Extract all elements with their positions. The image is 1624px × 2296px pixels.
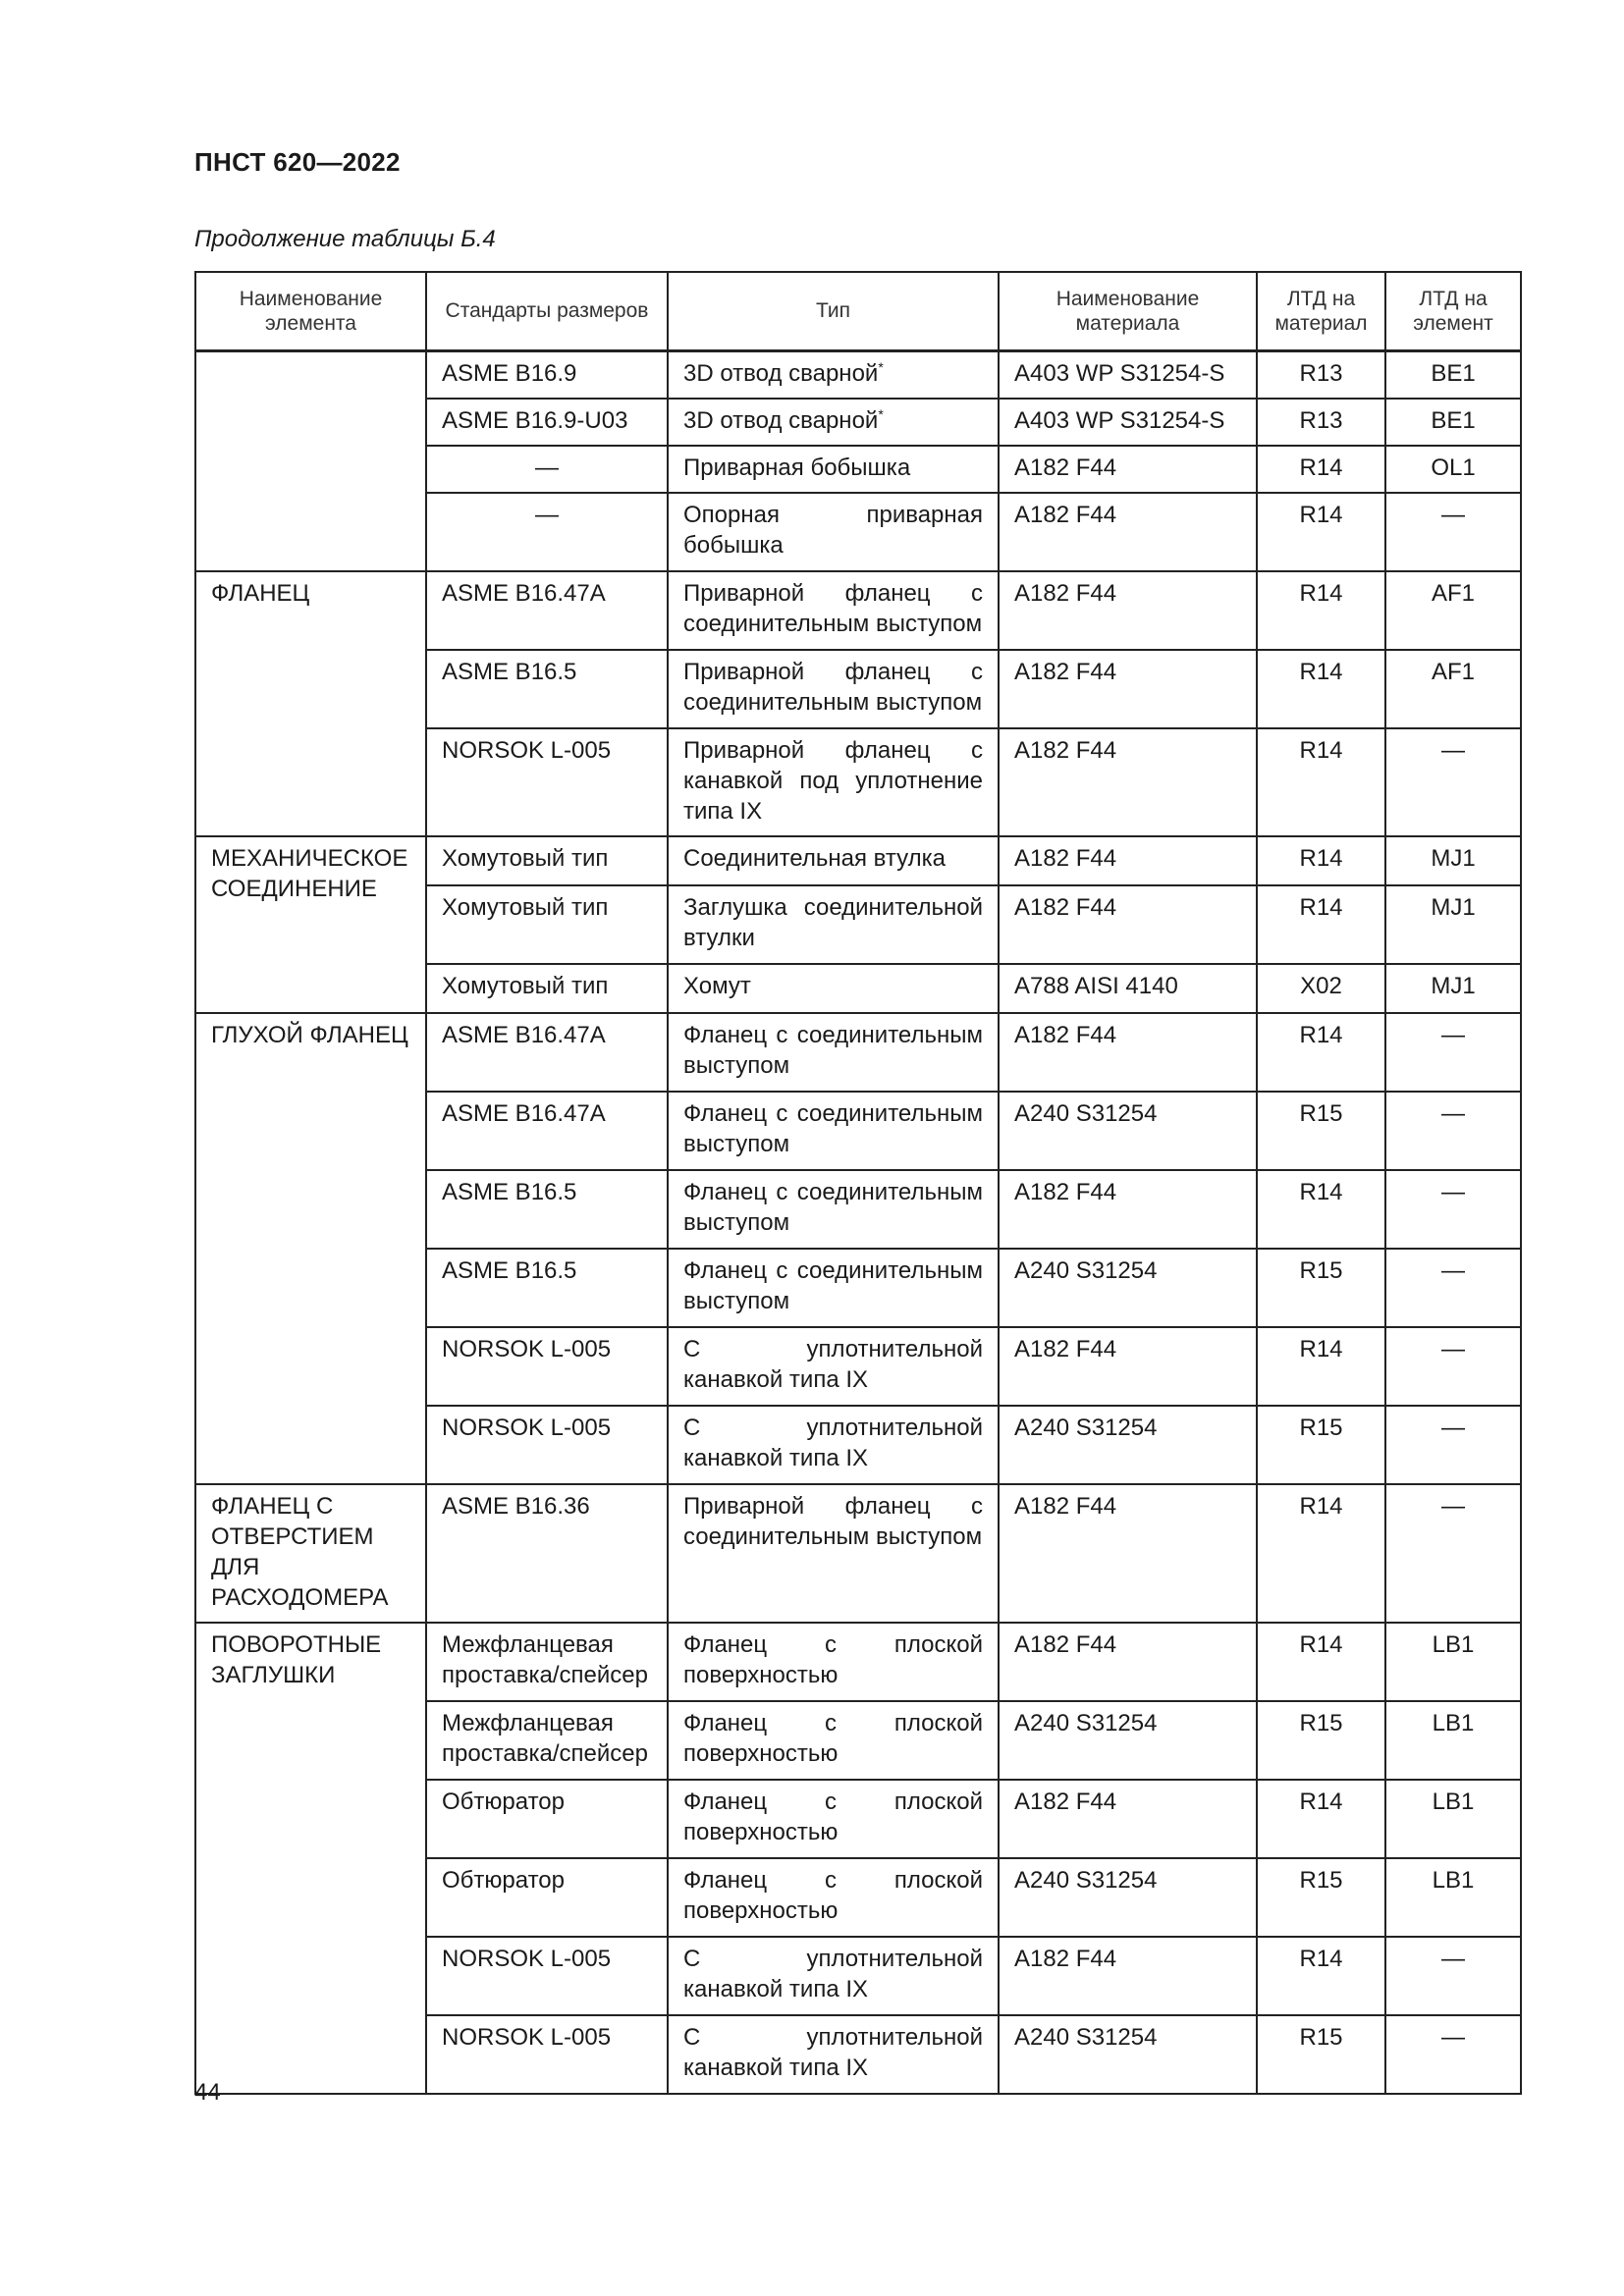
ltd-element-cell-text: MJ1	[1431, 844, 1476, 872]
material-cell	[999, 728, 1257, 836]
material-cell	[999, 964, 1257, 1013]
material-cell-text: A182 F44	[1014, 1492, 1117, 1520]
standard-cell	[426, 399, 668, 446]
ltd-material-cell-text: R15	[1299, 2023, 1343, 2051]
ltd-material-cell	[1257, 1937, 1385, 2015]
ltd-element-cell-text: BE1	[1431, 359, 1476, 387]
type-cell	[668, 1249, 999, 1327]
table-row	[195, 350, 1521, 399]
standard-cell-text: NORSOK L-005	[442, 1945, 612, 1972]
ltd-element-cell-text: LB1	[1432, 1866, 1475, 1894]
type-cell	[668, 1092, 999, 1170]
standard-cell-text: ASME B16.47A	[442, 1021, 606, 1048]
material-cell	[999, 1780, 1257, 1858]
specification-table	[194, 271, 1522, 2095]
standard-cell	[426, 1249, 668, 1327]
ltd-element-cell	[1385, 1484, 1521, 1623]
ltd-element-cell	[1385, 650, 1521, 728]
material-cell-text: A182 F44	[1014, 1945, 1117, 1972]
footnote-mark: *	[878, 358, 884, 375]
ltd-material-cell	[1257, 1170, 1385, 1249]
ltd-material-cell-text: R14	[1299, 736, 1343, 764]
ltd-element-cell-text: —	[1441, 501, 1465, 528]
ltd-material-cell-text: R14	[1299, 1788, 1343, 1815]
ltd-material-cell	[1257, 1858, 1385, 1937]
ltd-material-cell-text: R15	[1299, 1099, 1343, 1127]
ltd-material-cell	[1257, 1701, 1385, 1780]
material-cell-text: A182 F44	[1014, 501, 1117, 528]
ltd-element-cell	[1385, 1937, 1521, 2015]
standard-cell-text: Хомутовый тип	[442, 972, 609, 999]
standard-cell-text: NORSOK L-005	[442, 736, 612, 764]
ltd-material-cell	[1257, 350, 1385, 399]
material-cell-text: A182 F44	[1014, 658, 1117, 685]
col-header-standards: Стандарты размеров	[426, 272, 668, 350]
standard-cell	[426, 1937, 668, 2015]
type-cell-text: Опорная приварная бобышка	[683, 501, 983, 559]
ltd-material-cell	[1257, 2015, 1385, 2094]
material-cell	[999, 1092, 1257, 1170]
col-header-element: Наименование элемента	[195, 272, 426, 350]
material-cell-text: A182 F44	[1014, 1788, 1117, 1815]
ltd-material-cell-text: R13	[1299, 406, 1343, 434]
ltd-material-cell	[1257, 728, 1385, 836]
col-header-ltd-material: ЛТД на материал	[1257, 272, 1385, 350]
type-cell-text: Приварной фланец с соединительным выступом	[683, 658, 983, 716]
ltd-material-cell-text: R13	[1299, 359, 1343, 387]
ltd-element-cell	[1385, 446, 1521, 493]
type-cell-text: Фланец с плоской поверхностью	[683, 1788, 983, 1845]
type-cell-text: Заглушка соединительной втулки	[683, 893, 983, 951]
standard-cell	[426, 1780, 668, 1858]
element-name-cell: ПОВОРОТНЫЕ ЗАГЛУШКИ	[195, 1623, 426, 2094]
ltd-material-cell	[1257, 1406, 1385, 1484]
table-row	[195, 1484, 1521, 1623]
standard-cell-text: ASME B16.9-U03	[442, 406, 628, 434]
type-cell-text: Фланец с плоской поверхностью	[683, 1709, 983, 1767]
ltd-material-cell-text: R14	[1299, 893, 1343, 921]
material-cell-text: A240 S31254	[1014, 1709, 1158, 1736]
material-cell	[999, 1858, 1257, 1937]
standard-cell-text: ASME B16.36	[442, 1492, 590, 1520]
col-header-ltd-element: ЛТД на элемент	[1385, 272, 1521, 350]
ltd-material-cell-text: R15	[1299, 1414, 1343, 1441]
element-name-cell: ФЛАНЕЦ С ОТВЕРСТИЕМ ДЛЯ РАСХОДОМЕРА	[195, 1484, 426, 1623]
table-caption: Продолжение таблицы Б.4	[194, 226, 496, 252]
ltd-element-cell	[1385, 1327, 1521, 1406]
col-header-type: Тип	[668, 272, 999, 350]
ltd-element-cell	[1385, 1092, 1521, 1170]
ltd-material-cell	[1257, 446, 1385, 493]
type-cell	[668, 836, 999, 885]
ltd-element-cell	[1385, 728, 1521, 836]
table-row	[195, 1013, 1521, 1092]
standard-cell	[426, 728, 668, 836]
table-header-row	[195, 272, 1521, 350]
ltd-element-cell	[1385, 2015, 1521, 2094]
type-cell-text: Фланец с соединительным выступом	[683, 1178, 983, 1236]
type-cell	[668, 1013, 999, 1092]
material-cell	[999, 2015, 1257, 2094]
ltd-element-cell-text: MJ1	[1431, 972, 1476, 999]
ltd-material-cell	[1257, 836, 1385, 885]
material-cell	[999, 493, 1257, 571]
standard-cell-text: NORSOK L-005	[442, 1414, 612, 1441]
type-cell-text: Приварной фланец с соединительным выступом	[683, 1492, 983, 1550]
material-cell-text: A182 F44	[1014, 454, 1117, 481]
material-cell-text: A182 F44	[1014, 1630, 1117, 1658]
footnote-mark: *	[878, 405, 884, 422]
ltd-element-cell-text: OL1	[1431, 454, 1476, 481]
material-cell-text: A182 F44	[1014, 1178, 1117, 1205]
material-cell	[999, 885, 1257, 964]
type-cell-text: С уплотнительной канавкой типа IX	[683, 1335, 983, 1393]
material-cell	[999, 350, 1257, 399]
table-row	[195, 1623, 1521, 1701]
table-row	[195, 836, 1521, 885]
material-cell-text: A403 WP S31254-S	[1014, 406, 1225, 434]
material-cell-text: A788 AISI 4140	[1014, 972, 1178, 999]
standard-cell-text: ASME B16.5	[442, 658, 577, 685]
material-cell	[999, 1484, 1257, 1623]
type-cell	[668, 1484, 999, 1623]
standard-cell	[426, 1327, 668, 1406]
type-cell	[668, 2015, 999, 2094]
type-cell	[668, 446, 999, 493]
material-cell	[999, 399, 1257, 446]
ltd-material-cell-text: R14	[1299, 658, 1343, 685]
ltd-material-cell-text: R14	[1299, 1178, 1343, 1205]
standard-cell-text: Межфланцевая проставка/спейсер	[442, 1709, 648, 1767]
standard-cell-text: —	[535, 454, 559, 481]
ltd-element-cell-text: LB1	[1432, 1788, 1475, 1815]
type-cell-text: 3D отвод сварной	[683, 406, 879, 434]
ltd-material-cell	[1257, 650, 1385, 728]
standard-cell	[426, 493, 668, 571]
ltd-element-cell-text: AF1	[1431, 658, 1475, 685]
ltd-material-cell	[1257, 399, 1385, 446]
type-cell-text: Фланец с плоской поверхностью	[683, 1630, 983, 1688]
type-cell-text: С уплотнительной канавкой типа IX	[683, 1945, 983, 2002]
material-cell	[999, 1013, 1257, 1092]
ltd-element-cell	[1385, 885, 1521, 964]
standard-cell-text: NORSOK L-005	[442, 1335, 612, 1362]
type-cell-text: Приварная бобышка	[683, 454, 911, 481]
ltd-material-cell	[1257, 885, 1385, 964]
table-body	[195, 350, 1521, 2094]
material-cell-text: A240 S31254	[1014, 1256, 1158, 1284]
type-cell	[668, 1623, 999, 1701]
ltd-material-cell-text: R14	[1299, 1492, 1343, 1520]
ltd-material-cell-text: R14	[1299, 1945, 1343, 1972]
ltd-element-cell-text: —	[1441, 1335, 1465, 1362]
ltd-element-cell-text: —	[1441, 1099, 1465, 1127]
standard-cell	[426, 885, 668, 964]
ltd-material-cell	[1257, 1623, 1385, 1701]
ltd-element-cell-text: MJ1	[1431, 893, 1476, 921]
material-cell-text: A240 S31254	[1014, 1099, 1158, 1127]
standard-cell	[426, 571, 668, 650]
material-cell-text: A182 F44	[1014, 1335, 1117, 1362]
material-cell	[999, 446, 1257, 493]
ltd-element-cell-text: LB1	[1432, 1709, 1475, 1736]
type-cell	[668, 1327, 999, 1406]
ltd-material-cell	[1257, 1092, 1385, 1170]
ltd-material-cell	[1257, 1780, 1385, 1858]
type-cell-text: Приварной фланец с соединительным выступом	[683, 579, 983, 637]
ltd-element-cell	[1385, 1170, 1521, 1249]
standard-cell-text: ASME B16.47A	[442, 1099, 606, 1127]
type-cell-text: 3D отвод сварной	[683, 359, 879, 387]
ltd-element-cell	[1385, 1780, 1521, 1858]
ltd-element-cell	[1385, 1406, 1521, 1484]
ltd-material-cell-text: R14	[1299, 454, 1343, 481]
material-cell	[999, 1170, 1257, 1249]
standard-cell-text: NORSOK L-005	[442, 2023, 612, 2051]
type-cell	[668, 399, 999, 446]
material-cell	[999, 1406, 1257, 1484]
type-cell	[668, 493, 999, 571]
element-name-cell: ГЛУХОЙ ФЛАНЕЦ	[195, 1013, 426, 1484]
ltd-element-cell	[1385, 399, 1521, 446]
ltd-element-cell-text: —	[1441, 1256, 1465, 1284]
material-cell-text: A240 S31254	[1014, 2023, 1158, 2051]
ltd-element-cell	[1385, 836, 1521, 885]
standard-cell	[426, 650, 668, 728]
ltd-element-cell-text: —	[1441, 1945, 1465, 1972]
ltd-element-cell-text: —	[1441, 1492, 1465, 1520]
ltd-element-cell	[1385, 1013, 1521, 1092]
table-row	[195, 571, 1521, 650]
type-cell	[668, 350, 999, 399]
material-cell-text: A240 S31254	[1014, 1414, 1158, 1441]
standard-cell-text: Обтюратор	[442, 1788, 565, 1815]
standard-cell-text: Обтюратор	[442, 1866, 565, 1894]
standard-cell-text: Хомутовый тип	[442, 844, 609, 872]
material-cell-text: A182 F44	[1014, 893, 1117, 921]
ltd-element-cell	[1385, 571, 1521, 650]
ltd-element-cell-text: AF1	[1431, 579, 1475, 607]
ltd-material-cell	[1257, 1249, 1385, 1327]
ltd-element-cell-text: LB1	[1432, 1630, 1475, 1658]
standard-cell	[426, 1484, 668, 1623]
ltd-element-cell-text: —	[1441, 1021, 1465, 1048]
material-cell	[999, 1701, 1257, 1780]
ltd-element-cell-text: —	[1441, 1414, 1465, 1441]
material-cell	[999, 650, 1257, 728]
type-cell	[668, 1858, 999, 1937]
document-header: ПНСТ 620—2022	[194, 147, 401, 177]
type-cell	[668, 1780, 999, 1858]
ltd-material-cell-text: R14	[1299, 579, 1343, 607]
standard-cell	[426, 446, 668, 493]
material-cell	[999, 1623, 1257, 1701]
type-cell-text: Фланец с соединительным выступом	[683, 1021, 983, 1079]
material-cell-text: A182 F44	[1014, 844, 1117, 872]
ltd-material-cell-text: R14	[1299, 1630, 1343, 1658]
type-cell	[668, 885, 999, 964]
element-name-cell	[195, 350, 426, 571]
standard-cell-text: ASME B16.5	[442, 1178, 577, 1205]
standard-cell	[426, 1013, 668, 1092]
type-cell-text: Фланец с соединительным выступом	[683, 1099, 983, 1157]
standard-cell	[426, 1623, 668, 1701]
type-cell	[668, 964, 999, 1013]
ltd-element-cell-text: BE1	[1431, 406, 1476, 434]
ltd-material-cell-text: X02	[1300, 972, 1342, 999]
ltd-element-cell	[1385, 1249, 1521, 1327]
ltd-material-cell	[1257, 493, 1385, 571]
type-cell	[668, 571, 999, 650]
type-cell-text: С уплотнительной канавкой типа IX	[683, 1414, 983, 1471]
standard-cell-text: —	[535, 501, 559, 528]
standard-cell	[426, 1092, 668, 1170]
ltd-material-cell-text: R15	[1299, 1709, 1343, 1736]
type-cell-text: Соединительная втулка	[683, 844, 946, 872]
material-cell	[999, 1937, 1257, 2015]
ltd-element-cell-text: —	[1441, 1178, 1465, 1205]
standard-cell-text: Межфланцевая проставка/спейсер	[442, 1630, 648, 1688]
element-name-cell: ФЛАНЕЦ	[195, 571, 426, 836]
ltd-material-cell	[1257, 964, 1385, 1013]
ltd-material-cell-text: R14	[1299, 1021, 1343, 1048]
standard-cell-text: ASME B16.5	[442, 1256, 577, 1284]
ltd-element-cell-text: —	[1441, 736, 1465, 764]
ltd-material-cell-text: R14	[1299, 844, 1343, 872]
standard-cell	[426, 1406, 668, 1484]
standard-cell	[426, 2015, 668, 2094]
standard-cell-text: ASME B16.9	[442, 359, 577, 387]
standard-cell	[426, 836, 668, 885]
type-cell	[668, 1701, 999, 1780]
ltd-material-cell	[1257, 1013, 1385, 1092]
material-cell-text: A240 S31254	[1014, 1866, 1158, 1894]
ltd-element-cell	[1385, 493, 1521, 571]
ltd-material-cell-text: R14	[1299, 1335, 1343, 1362]
ltd-element-cell	[1385, 1623, 1521, 1701]
ltd-element-cell	[1385, 1858, 1521, 1937]
type-cell	[668, 650, 999, 728]
material-cell	[999, 1327, 1257, 1406]
ltd-material-cell	[1257, 571, 1385, 650]
type-cell	[668, 1406, 999, 1484]
ltd-material-cell-text: R15	[1299, 1256, 1343, 1284]
standard-cell	[426, 964, 668, 1013]
standard-cell	[426, 1170, 668, 1249]
element-name-cell: МЕХАНИЧЕСКОЕ СОЕДИНЕНИЕ	[195, 836, 426, 1013]
ltd-material-cell	[1257, 1484, 1385, 1623]
material-cell	[999, 836, 1257, 885]
type-cell	[668, 728, 999, 836]
material-cell-text: A182 F44	[1014, 1021, 1117, 1048]
type-cell-text: Хомут	[683, 972, 751, 999]
ltd-material-cell-text: R14	[1299, 501, 1343, 528]
standard-cell	[426, 350, 668, 399]
standard-cell-text: ASME B16.47A	[442, 579, 606, 607]
type-cell	[668, 1937, 999, 2015]
type-cell-text: Приварной фланец с канавкой под уплотнение типа IX	[683, 736, 983, 825]
type-cell-text: Фланец с соединительным выступом	[683, 1256, 983, 1314]
type-cell-text: С уплотнительной канавкой типа IX	[683, 2023, 983, 2081]
standard-cell-text: Хомутовый тип	[442, 893, 609, 921]
ltd-material-cell	[1257, 1327, 1385, 1406]
ltd-element-cell-text: —	[1441, 2023, 1465, 2051]
type-cell	[668, 1170, 999, 1249]
material-cell-text: A182 F44	[1014, 736, 1117, 764]
standard-cell	[426, 1858, 668, 1937]
material-cell-text: A182 F44	[1014, 579, 1117, 607]
page-number: 44	[194, 2079, 221, 2106]
ltd-material-cell-text: R15	[1299, 1866, 1343, 1894]
type-cell-text: Фланец с плоской поверхностью	[683, 1866, 983, 1924]
ltd-element-cell	[1385, 964, 1521, 1013]
material-cell	[999, 571, 1257, 650]
material-cell-text: A403 WP S31254-S	[1014, 359, 1225, 387]
col-header-material: Наименование материала	[999, 272, 1257, 350]
material-cell	[999, 1249, 1257, 1327]
ltd-element-cell	[1385, 1701, 1521, 1780]
standard-cell	[426, 1701, 668, 1780]
ltd-element-cell	[1385, 350, 1521, 399]
